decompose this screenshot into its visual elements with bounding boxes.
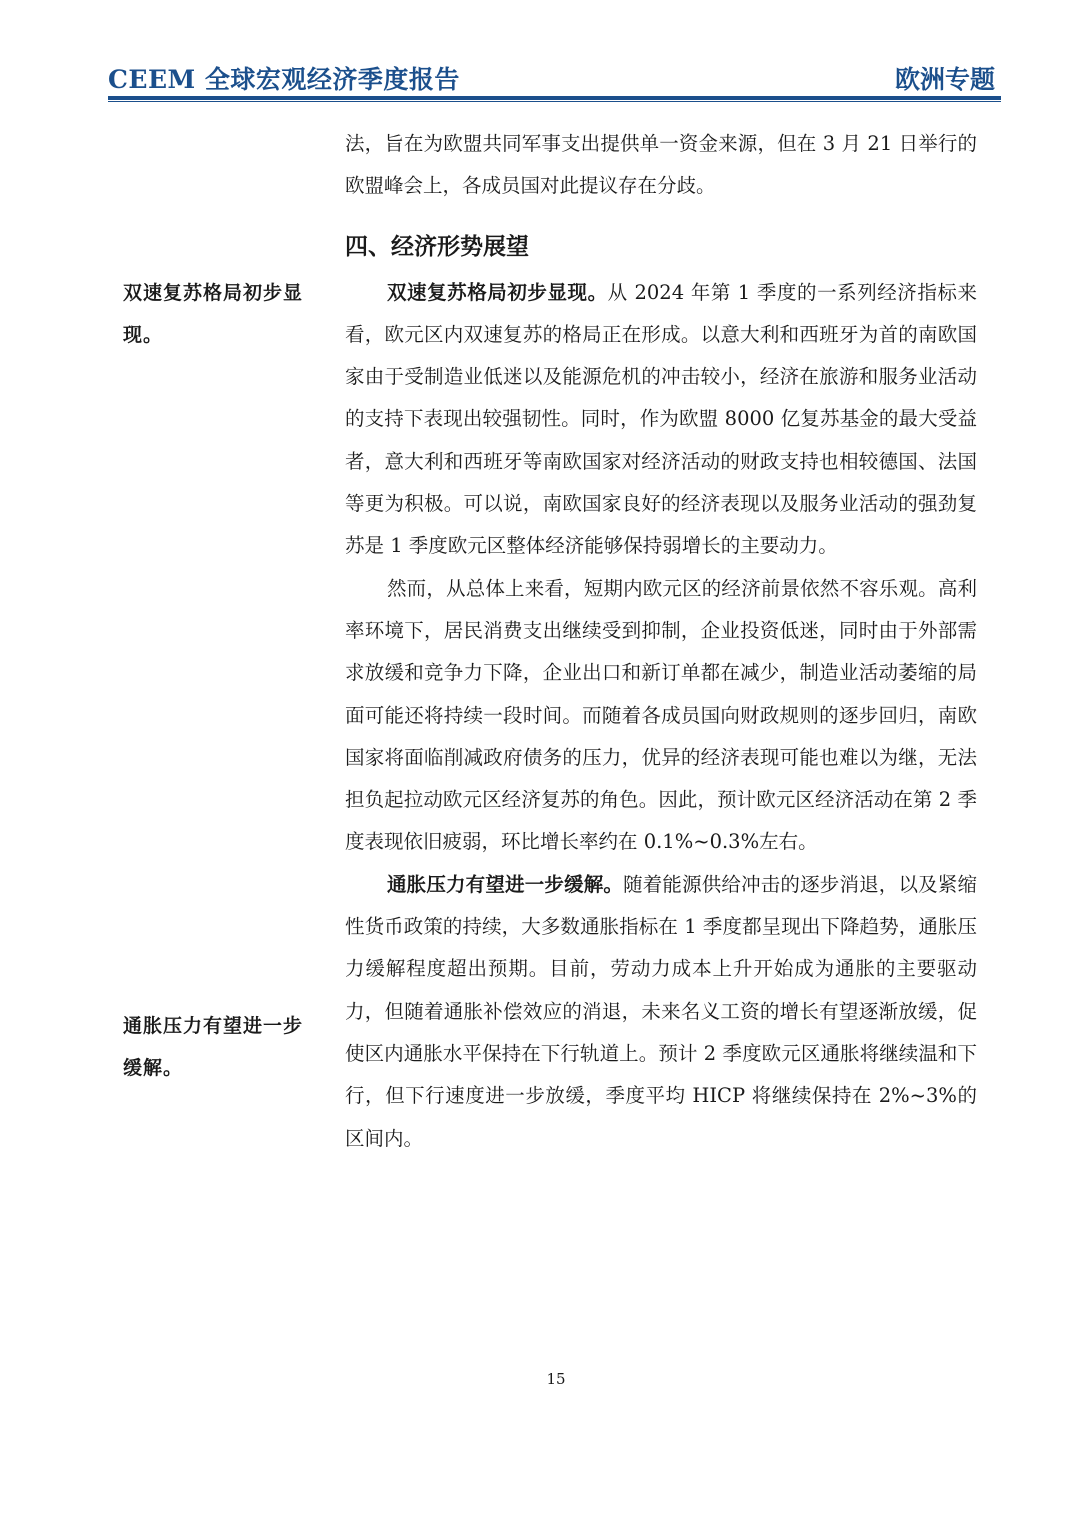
paragraph-inflation [345, 864, 977, 1160]
section-heading: 四、经济形势展望 [345, 233, 529, 260]
paragraph-dual-speed [345, 272, 977, 568]
paragraph-lead: 双速复苏格局初步显现。 [387, 280, 608, 304]
header-divider-thin [108, 101, 1001, 102]
header-divider [108, 96, 1001, 100]
continued-paragraph: 法，旨在为欧盟共同军事支出提供单一资金来源，但在 3 月 21 日举行的欧盟峰会上，各成员国对此提议存在分歧。 [345, 132, 977, 198]
margin-note-inflation: 通胀压力有望进一步缓解。 [123, 1015, 304, 1079]
page-header [108, 58, 1001, 98]
margin-note-dual-speed: 双速复苏格局初步显现。 [123, 282, 304, 346]
paragraph-text: 从 2024 年第 1 季度的一系列经济指标来看，欧元区内双速复苏的格局正在形成。以意大利和西班牙为首的南欧国家由于受制造业低迷以及能源危机的冲击较小，经济在旅游和服务业活动的支持下表现出较强韧性。同时，作为欧盟 8000 亿复苏基金的最大受益者，意大利和西班牙等南欧国家对经济活动的财政支持也相较德国、法国等更为积极。可以说，南欧国家良好的经济表现以及服务业活动的强劲复苏是 1 季度欧元区整体经济能够保持弱增长的主要动力。 [345, 280, 977, 558]
paragraph-text: 然而，从总体上来看，短期内欧元区的经济前景依然不容乐观。高利率环境下，居民消费支出继续受到抑制，企业投资低迷，同时由于外部需求放缓和竞争力下降，企业出口和新订单都在减少，制造业活动萎缩的局面可能还将持续一段时间。而随着各成员国向财政规则的逐步回归，南欧国家将面临削减政府债务的压力，优异的经济表现可能也难以为继，无法担负起拉动欧元区经济复苏的角色。因此，预计欧元区经济活动在第 2 季度表现依旧疲弱，环比增长率约在 0.1%~0.3%左右。 [345, 576, 977, 854]
paragraph-text: 随着能源供给冲击的逐步消退，以及紧缩性货币政策的持续，大多数通胀指标在 1 季度都呈现出下降趋势，通胀压力缓解程度超出预期。目前，劳动力成本上升开始成为通胀的主要驱动力，但随着通胀补偿效应的消退，未来名义工资的增长有望逐渐放缓，促使区内通胀水平保持在下行轨道上。预计 2 季度欧元区通胀将继续温和下行，但下行速度进一步放缓，季度平均 HICP 将继续保持在 2%~3%的区间内。 [345, 872, 977, 1150]
body-text [345, 123, 977, 1160]
paragraph-outlook [345, 568, 977, 864]
section-label: 欧洲专题 [894, 65, 995, 94]
page-number: 15 [546, 1370, 566, 1388]
paragraph-lead: 通胀压力有望进一步缓解。 [387, 872, 624, 896]
report-title: CEEM 全球宏观经济季度报告 [108, 65, 460, 94]
